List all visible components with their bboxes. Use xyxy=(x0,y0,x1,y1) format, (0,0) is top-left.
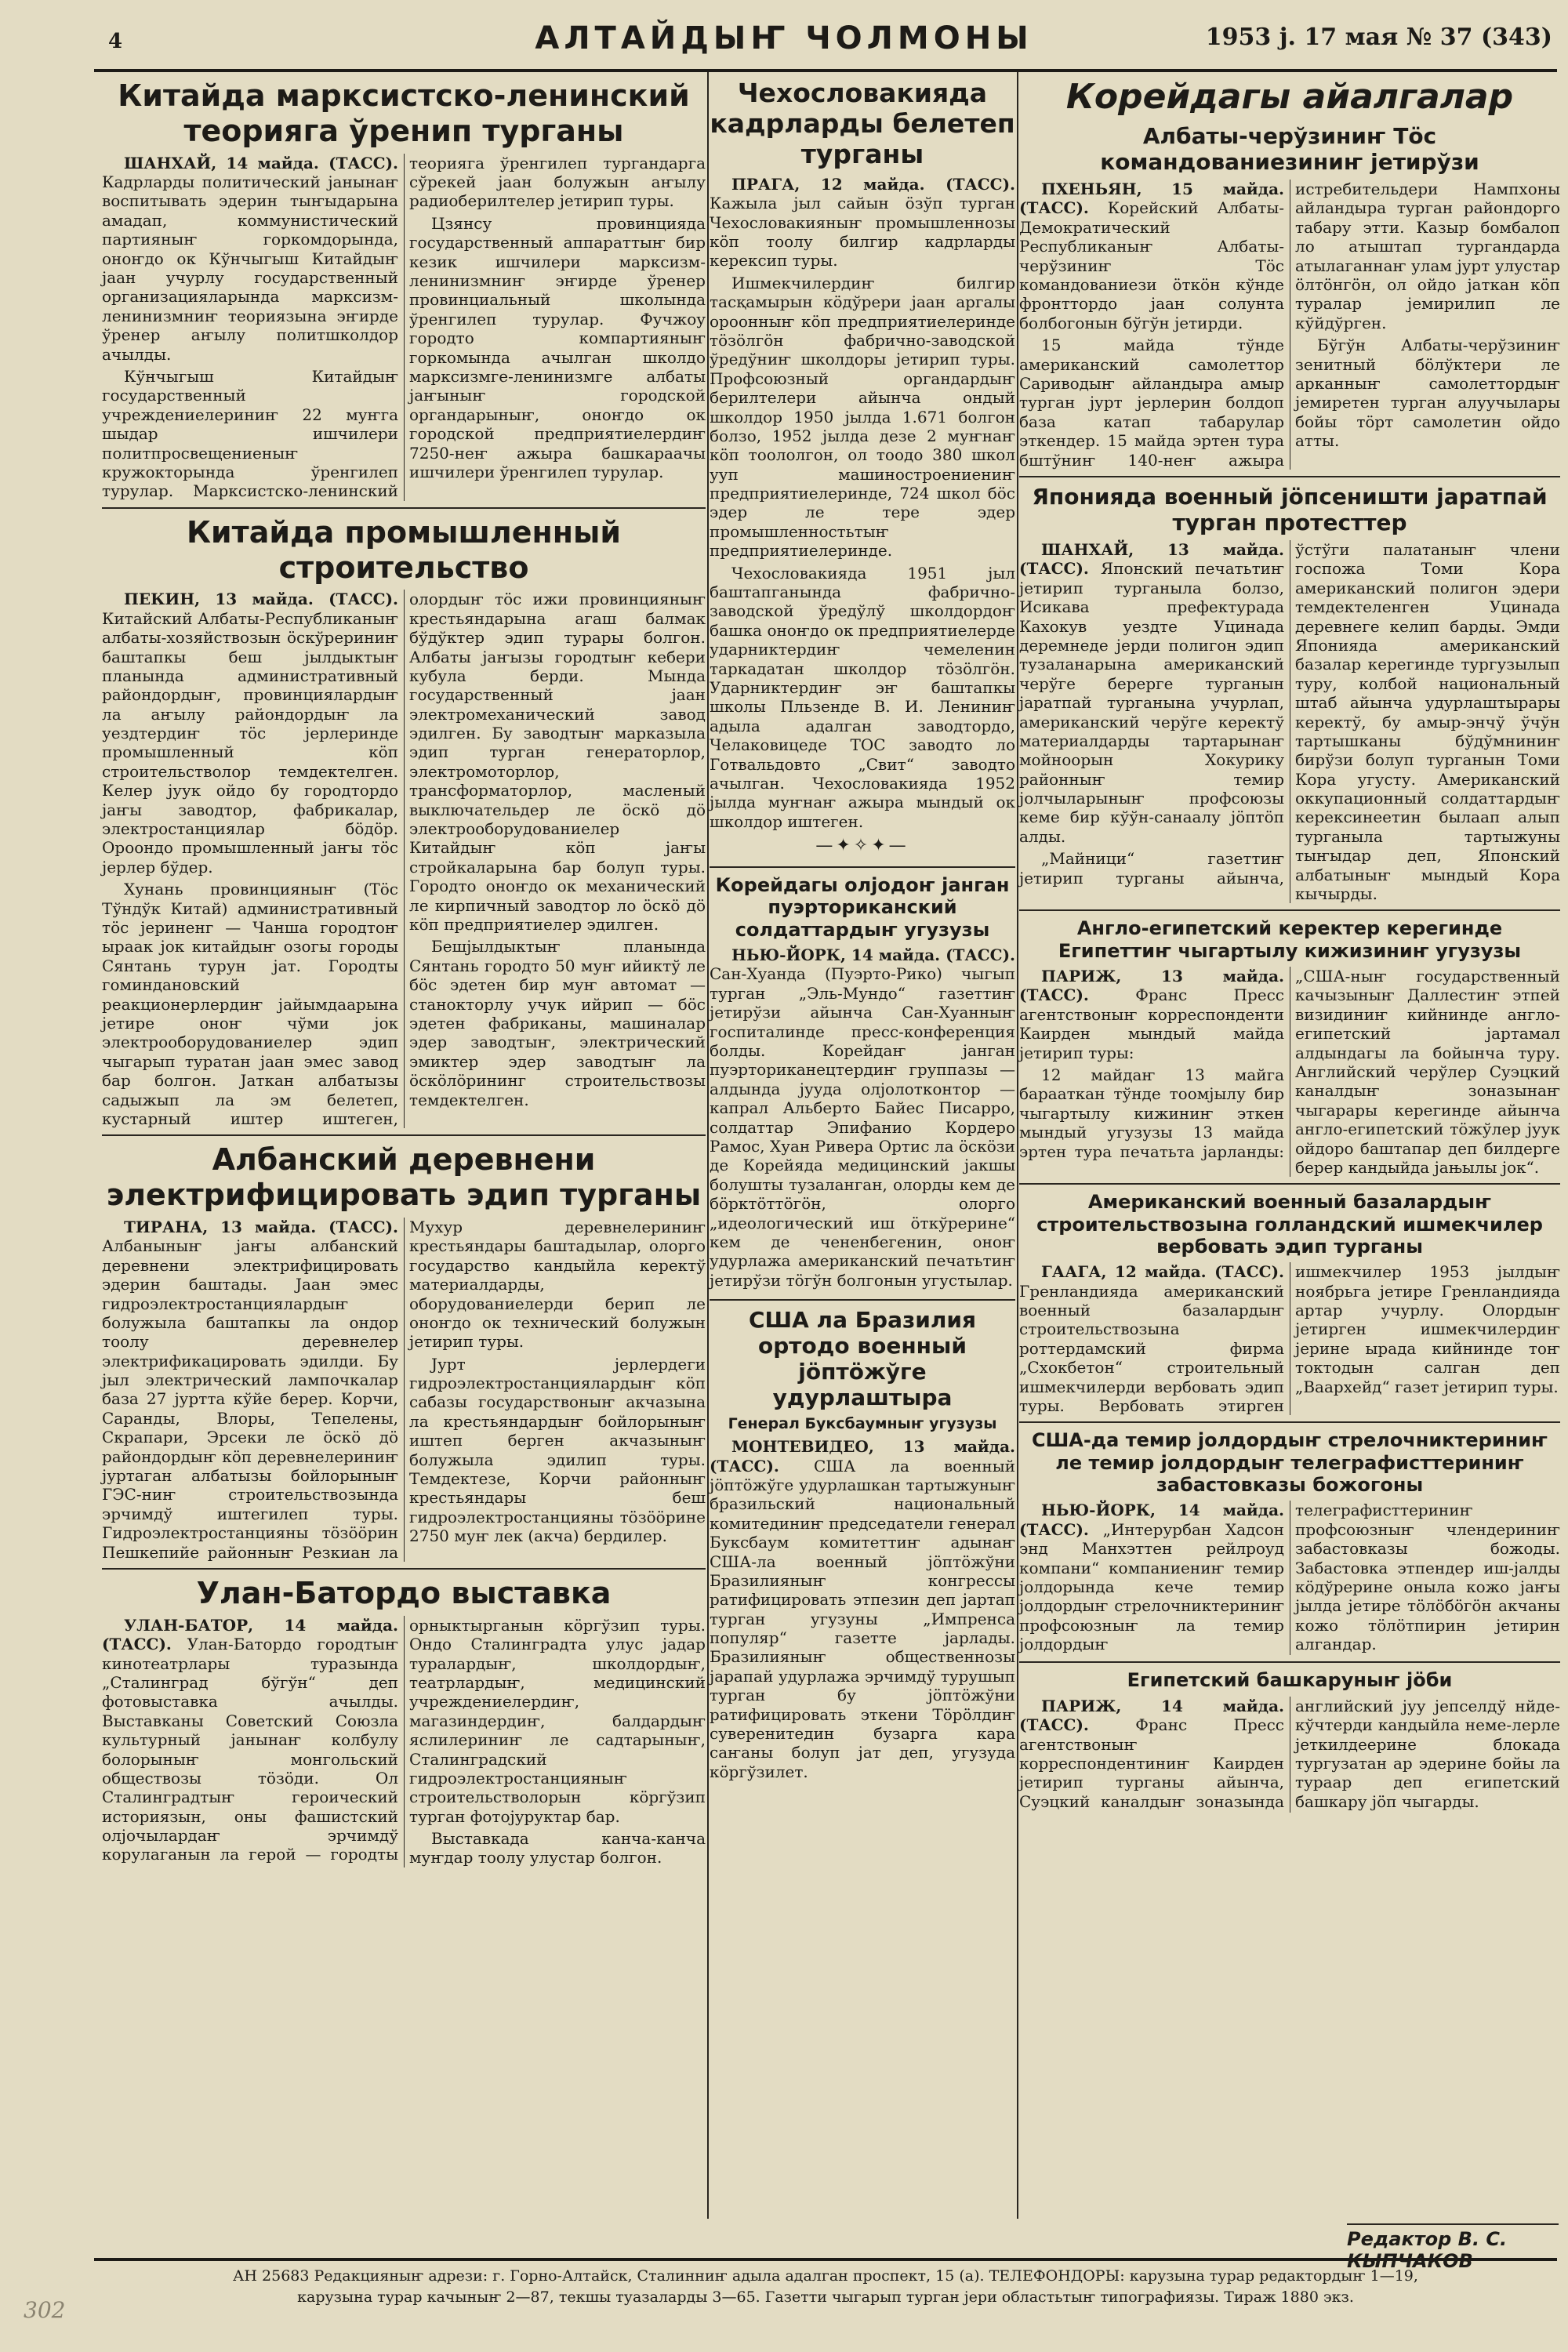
paragraph: Кажыла јыл сайын ӧзўп турган Чехословакияныҥ промышленнозы кӧп тоолу билгир кадрларды керексип туры. xyxy=(710,194,1015,270)
dateline: ПРАГА, 12 майда. (ТАСС). xyxy=(731,174,1015,194)
paragraph: Бешјылдыктыҥ планында Сянтань городто 50 муҥ ийиктў ле бӧс эдетен бир муҥ автомат — станокторлу учук ийрип — бӧс эдетен фабриканы, машиналар эдер заводтыҥ, электрический эмиктер эдер заводтыҥ ла ӧскӧлӧрининг строительствозы темдектелген. xyxy=(409,937,706,1109)
article-anglo-egyptian xyxy=(1019,917,1560,1185)
dateline: ПЕКИН, 13 майда. (ТАСС). xyxy=(124,590,398,609)
article-czechoslovakia-cadres xyxy=(710,78,1015,868)
dateline: ШАНХАЙ, 14 майда. (ТАСС). xyxy=(124,153,398,172)
editor-signature: Редактор В. С. КЫПЧАКОВ xyxy=(1347,2223,1559,2272)
imprint-line: АН 25683 Редакцияныҥ адрези: г. Горно-Алтайск, Сталинниҥ адыла адалган проспект, 15 (а). ТЕЛЕФОНДОРЫ: карузына турар редактордыҥ 1—19, xyxy=(233,2267,1418,2285)
paragraph: Албаныныҥ јаҥы албанский деревнени электрифицировать эдерин баштады. Јаан эмес гидроэлектростанциялардыҥ болужыла баштапкы ла ондор тоолу деревнелер электрификацировать эдилди. Бу јыл электрический лампочкалар база 27 јуртта кўйе берер. Корчи, Саранды, Влоры, Тепелены, Скрапари, Эрсеки ле ӧскӧ дӧ райондордыҥ кӧп деревнелериниҥ јуртаган албатызы бойлорыныҥ ГЭС-ниҥ строительствозында эрчимдў иштегилеп туры. Гидроэлектростанцияны тӧзӧӧрин Пешкепийе районныҥ Резкиан ла Мухур деревнелериниҥ крестьяндары баштадылар, олорго государство кандыйла керектў материалдарды, оборудованиелерди берип ле оноҥдо ок технический болужын јетирип туры. xyxy=(102,1217,706,1562)
section-banner: Корейдагы айалгалар xyxy=(1065,77,1514,117)
dateline: УЛАН-БАТОР, 14 майда. (ТАСС). xyxy=(102,1615,398,1654)
article-body xyxy=(710,946,1015,1290)
column-right xyxy=(1019,72,1560,1819)
paragraph: 15 майда тўнде американский самолеттор Сариводыҥ айландыра амыр турган јурт јерлерин болдоп база катап табарулар эткендер. 15 майда эртен тура бштўниҥ 140-неҥ ажыра истребительдери Нампхоны айландыра турган райондорго табару этти. Казыр бомбалоп ло атыштап тургандарда атылаганнаҥ улам јурт улустар ӧлтӧнгӧн, ол ойдо јаткан кӧп туралар јемирилип ле кўйдўрген. xyxy=(1019,180,1560,470)
article-body xyxy=(102,1616,706,1867)
paragraph: Ишмекчилердиҥ билгир тасқамырын кӧдўрери јаан аргалы ороонныҥ кӧп предприятиелеринде тӧзӧлгӧн фабрично-заводской ўредўниҥ школдоры јетирип туры. Профсоюзный органдардыҥ берилтелери айынча ондый школдор 1950 јылда 1.671 болгон болзо, 1952 јылда дезе 2 муҥнаҥ кӧп тоололгон, ол тоодо 380 школ ууп машиностроениениҥ предприятиелеринде, 724 школ бӧс эдер ле тере эдер промышленностьтыҥ предприятиелеринде. xyxy=(710,273,1015,561)
column-divider xyxy=(707,72,709,2219)
paragraph: Бўгўн Албаты-черўзиниҥ зенитный бӧлўктери ле арканныҥ самолеттордыҥ јемиретен турган алуучылары бойы тӧрт самолетин ойдо атты. xyxy=(1295,336,1560,451)
imprint-footer xyxy=(94,2258,1557,2307)
dateline: ПХЕНЬЯН, 15 майда. (ТАСС). xyxy=(1019,180,1284,218)
paragraph: Јурт јерлердеги гидроэлектростанциялардыҥ кӧп сабазы государствоныҥ акчазына ла крестьяндардыҥ бойлорыныҥ иштеп берген акчазыныҥ болужыла эдилип туры. Темдектезе, Корчи районныҥ крестьяндары беш гидроэлектростанцияны тӧзӧӧрине 2750 муҥ лек (акча) бердилер. xyxy=(409,1354,706,1546)
article-albania-electrification xyxy=(102,1142,706,1570)
imprint-line: карузына турар качыныҥ 2—87, текшы туазаларды 3—65. Газетти чыгарып турган јери областьтыҥ типографиязы. Тираж 1880 экз. xyxy=(297,2288,1354,2306)
dateline: НЬЮ-ЙОРК, 14 майда. (ТАСС). xyxy=(1019,1501,1284,1539)
article-body xyxy=(102,1218,706,1562)
headline: Англо-египетский керектер керегинде Египеттиҥ чыгартылу кижизиниҥ угузузы xyxy=(1058,917,1522,962)
issue-date: 1953 ј. 17 мая № 37 (343) xyxy=(1205,24,1552,51)
paragraph: Японский печатьтиҥ јетирип турганыла болзо, Исикава префектурада Кахокув уездте Уцинада деремнеде јерди полигон эдип тузаланарына американский черўге берерге турганын јаратпай турганына учурлап, американский черўге керектў материалдарды тартарынаҥ мойноорын Хокурику районныҥ темир јолчыларыныҥ профсоюзы кеме бир кўўн-санаалу јӧптӧп алды. xyxy=(1019,559,1284,846)
paragraph: Китайский Албаты-Республиканыҥ албаты-хозяйствозын ӧскўрериниҥ баштапкы беш јылдыктыҥ планында административный райондордыҥ, провинциялардыҥ ла аҥылу райондордыҥ ла уездтердиҥ тӧс јерлеринде промышленный кӧп строительстволор темдектелген. Келер јуук ойдо бу городтордо јаҥы заводтор, фабрикалар, электростанциялар бӧдӧр. Ороондо промышленный јаҥы тӧс јерлер бўдер. xyxy=(102,608,398,877)
paragraph: Хунань провинцияныҥ (Тӧс Тўндўк Китай) административный тӧс јериненг — Чанша городтоҥ ыраак јок китайдыҥ озогы городы Сянтань турун јат. Городты гоминдановский реакционерлердиҥ јайымдаарына јетире оноҥ чўми јок электрооборудованиелер эдип чыгарып туратан јаан эмес завод бар болгон. Јаткан албатызы садыжып ла эм белетеп, кустарный иштер иштеген, олордыҥ тӧс ижи провинцияныҥ крестьяндарына агаш балмак бўдўктер эдип турары болгон. Албаты јаҥызы городтыҥ кебери кубула берди. Мында государственный јаан электромеханический завод эдилген. Бу заводтыҥ марказыла эдип турган генераторлор, электромоторлор, трансформаторлор, масленый выключательдер ле ӧскӧ дӧ электрооборудованиелер Китайдыҥ кӧп јаҥы стройкаларына бар болуп туры. Городто оноҥдо ок механический ле кирпичный заводтор ло ӧскӧ дӧ кӧп предприятиелер эдилген. xyxy=(102,590,706,1128)
paragraph: Кадрларды политический јанынаҥ воспитывать эдерин тыҥыдарына амадап, коммунистический партияныҥ горкомдорында, оноҥдо ок Кўнчыгыш Китайдыҥ јаан учурлу государственный организацияларында марксизм-ленинизмниҥ теориязына эҥирде ўренер аҥылу политшколдор ачылды. xyxy=(102,172,398,364)
headline: Албаты-черўзиниҥ Тӧс командованиезиниҥ јетирўзи xyxy=(1100,123,1479,176)
article-us-rail-strike xyxy=(1019,1429,1560,1663)
column-divider xyxy=(1017,72,1018,2219)
paragraph: Сан-Хуанда (Пуэрто-Рико) чыгып турган „Эль-Мундо“ газеттиҥ јетирўзи айынча Сан-Хуанныҥ госпиталинде пресс-конференция болды. Корейдаҥ јанган пуэрториканецтердиҥ группазы — алдында јууда олјолотконтор — капрал Альберто Байес Писарро, солдаттар Эпифанио Кордеро Рамос, Хуан Ривера Ортис ла ӧскӧзи де Корейяда медицинский јакшы болушты тузаланган, олорды кем де бӧрктӧттӧгӧн, олорго „идеологический иш ӧткўрерине“ кем де чененбегенин, оноҥ удурлажа американский печатьтиҥ јетирўзи тӧгўн болгонын угустылар. xyxy=(710,964,1015,1290)
headline: Албанский деревнени электрифицировать эдип турганы xyxy=(106,1142,702,1213)
article-body xyxy=(710,1437,1015,1781)
headline: Улан-Батордо выставка xyxy=(196,1575,612,1610)
article-usa-brazil-pact xyxy=(710,1307,1015,1791)
headline: Японияда военный јӧпсеништи јаратпай турган протесттер xyxy=(1032,483,1548,535)
column-left xyxy=(102,72,706,1874)
paragraph: „Интерурбан Хадсон энд Манхэттен рейлроуд компани“ компаниениҥ темир јолдорында кече темир јолдордыҥ стрелочниктериниҥ профсоюзныҥ ла темир јолдордыҥ телеграфисттериниҥ профсоюзныҥ члендериниҥ забастовказы божоды. Забастовка этпендер иш-јалды кӧдўрерине оныла кожо јаҥы јылда јетире тӧлӧбӧгӧн акчаны кожо тӧлӧтпирин јетирин алгандар. xyxy=(1019,1501,1560,1654)
dateline: ПАРИЖ, 13 майда. (ТАСС). xyxy=(1019,967,1284,1005)
paragraph: Франс Пресс агентствоныҥ корреспондентиниҥ Каирден јетирип турганы айынча, Суэцкий каналдыҥ зоназында английский јуу јепселдў нйде-кўчтерди кандыйла неме-лерле јеткилдеерине блокада тургузатан ар эдерине бойы ла тураар деп египетский башкару јӧп чыгарды. xyxy=(1019,1696,1560,1811)
masthead xyxy=(0,0,1568,71)
article-ulan-bator-exhibition xyxy=(102,1576,706,1874)
article-japan-protests xyxy=(1019,484,1560,911)
dateline: ТИРАНА, 13 майда. (ТАСС). xyxy=(124,1217,398,1236)
paragraph: Чехословакияда 1951 јыл баштапганында фабрично-заводской ўредўлў школдордоҥ башка оноҥдо ок предприятиелерде ударниктердиҥ чемеленин таркадатан школдор тӧзӧлгӧн. Ударниктердиҥ эҥ баштапкы школы Пльзенде В. И. Лениниҥ адыла адалган заводтордо, Челаковицеде ТОС заводто ло Готвальдовто „Свит“ заводто ачылган. Чехословакияда 1952 јылда муҥнаҥ ажыра мындый ок школдор иштеген. xyxy=(710,563,1015,831)
article-body xyxy=(102,154,706,501)
column-middle xyxy=(710,72,1015,1791)
article-egypt-decision xyxy=(1019,1669,1560,1819)
subheadline: Генерал Буксбаумныҥ угузузы xyxy=(728,1415,997,1433)
ornament-divider: —✦✧✦— xyxy=(815,836,909,856)
headline: Египетский башкаруныҥ јӧби xyxy=(1127,1669,1453,1692)
headline: Чехословакияда кадрларды белетеп турганы xyxy=(710,78,1015,169)
article-puerto-rican-soldiers xyxy=(710,874,1015,1301)
headline: США ла Бразилия ортодо военный јӧптӧжўге удурлаштыра xyxy=(749,1307,976,1411)
article-body xyxy=(710,175,1015,831)
dateline: НЬЮ-ЙОРК, 14 майда. (ТАСС). xyxy=(731,946,1015,965)
dateline: ГААГА, 12 майда. (ТАСС). xyxy=(1041,1262,1284,1282)
archive-stamp: 302 xyxy=(24,2297,66,2323)
dateline: ПАРИЖ, 14 майда. (ТАСС). xyxy=(1019,1696,1284,1735)
article-body xyxy=(1019,967,1560,1177)
article-dutch-workers xyxy=(1019,1191,1560,1423)
article-body xyxy=(102,590,706,1128)
paragraph: Цзянсу провинцияда государственный аппараттыҥ бир кезик ишчилери марксизм-ленинизмниҥ эҥирде ўренер провинциальный школында ўренгилеп турулар. Фучжоу городто компартияныҥ горкомында ачылган школдо марксизмге-ленинизмге албаты јаҥыныҥ городской органдарыныҥ, оноҥдо ок городской предприятиелердиҥ 7250-неҥ ажыра башкараачы ишчилери ўренгилеп турулар. xyxy=(409,213,706,481)
headline: Китайда промышленный строительство xyxy=(187,514,621,585)
article-body xyxy=(1019,540,1560,903)
article-korea-communique xyxy=(1019,123,1560,477)
page-number: 4 xyxy=(108,30,123,53)
article-body xyxy=(1019,1501,1560,1655)
headline: Американский военный базалардыҥ строительствозына голландский ишмекчилер вербовать эдип турганы xyxy=(1036,1191,1543,1258)
article-body xyxy=(1019,180,1560,470)
paragraph: Улан-Батордо городтыҥ кинотеатрлары туразында „Сталинград бўгўн“ деп фотовыставка ачылды. Выставканы Советский Союзла культурный јанынаҥ колбулу болорыныҥ монгольский обществозы тӧзӧди. Ол Сталинградтыҥ героический историязын, оны фашистский олјочылардаҥ эрчимдў корулаганын ла герой — городты орныктырганын кӧргўзип туры. Ондо Сталинградта улус јадар туралардыҥ, школдордыҥ, театрлардыҥ, медицинский учреждениелердиҥ, магазиндердиҥ, балдардыҥ яслилериниҥ ле садтарыныҥ, Сталинградский гидроэлектростанцияныҥ строительстволорын кӧргўзип турган фотоjуруктар бар. xyxy=(102,1615,706,1864)
paragraph: 12 майдаҥ 13 майга барааткан тўнде тоомјылу бир чыгартылу кижиниҥ эткен мындый угузузы 13 майда эртен тура печатьта јарланды: „США-ныҥ государственный качызыныҥ Даллестиҥ этпей визидиниҥ кийнинде англо-египетский јартамал алдындагы ла бойынча туру. Английский черўлер Суэцкий каналдыҥ зоназынаҥ чыгарары керегинде айынча англо-египетский тӧжўлер јуук ойдоро баштапар деп билдерге берер кандыйда јањылы јок“. xyxy=(1019,967,1560,1177)
dateline: МОНТЕВИДЕО, 13 майда. (ТАСС). xyxy=(710,1437,1015,1475)
headline: Китайда марксистско-ленинский теорияга ўренип турганы xyxy=(118,78,690,148)
article-china-industry xyxy=(102,515,706,1137)
newspaper-title: АЛТАЙДЫҤ ЧОЛМОНЫ xyxy=(535,20,1033,56)
paragraph: „Майници“ газеттиҥ јетирип турганы айынча, ўстўги палатаныҥ члени госпожа Томи Кора американский полигон эдери темдектеленген Уцинада деревнеге келип барды. Эмди Японияда американский базалар керегинде тургузылып туру, колбой национальный штаб айынча удурлаштырары керектў, бу амыр-энчў ўчўн тартышканы бўдўмниниҥ бирўзи болуп турганын Томи Кора угусту. Американский оккупационный солдаттардыҥ керексинеетин былаап алып турганыла тартыжуны тыҥыдар деп, Японский албатыныҥ мындый Кора кычырды. xyxy=(1019,539,1560,904)
paragraph: Кўнчыгыш Китайдыҥ государственный учреждениелериниҥ 22 муҥга шыдар ишчилери политпросвещениеныҥ кружокторында ўренгилеп турулар. Марксистско-ленинский теорияга ўренгилеп тургандарга сўрекей јаан болужын аҥылу радиоберилтелер јетирип туры. xyxy=(102,153,706,501)
dateline: ШАНХАЙ, 13 майда. (ТАСС). xyxy=(1019,539,1284,579)
article-china-marxism xyxy=(102,78,706,509)
paragraph: Выставкада канча-канча муҥдар тоолу улустар болгон. xyxy=(409,1829,706,1867)
headline: США-да темир јолдордыҥ стрелочниктериниҥ ле темир јолдордыҥ телеграфисттериниҥ забастовказы божогоны xyxy=(1031,1429,1548,1497)
paragraph: Гренландияда американский военный базалардыҥ строительствозына роттердамский фирма „Схокбетон“ строительный ишмекчилерди вербовать эдип туры. Вербовать этирген ишмекчилер 1953 јылдыҥ ноябрьга јетире Гренландияда артар учурлу. Олордыҥ јетирген ишмекчилердиҥ јерине ырада кийнинде тоҥ токтодын салган деп „Ваархейд“ газет јетирип туры. xyxy=(1019,1262,1560,1415)
headline: Корейдагы олјодоҥ јанган пуэрториканский солдаттардыҥ угузузы xyxy=(715,874,1010,941)
article-body xyxy=(1019,1697,1560,1813)
paragraph: Корейский Албаты-Демократический Республиканыҥ Албаты-черўзиниҥ Тӧс командованиези ӧткӧн кўнде фронттордо јаан солунта болбогонын бўгўн јетирди. xyxy=(1019,198,1284,332)
article-body xyxy=(1019,1262,1560,1415)
paragraph: Франс Пресс агентствоныҥ корреспонденти Каирден мындый майда јетирип туры: xyxy=(1019,985,1284,1062)
paragraph: США ла военный јӧптӧжўге удурлашкан тартыжуныҥ бразильский национальный комитединиҥ председатели генерал Буксбаум комитеттиҥ адынаҥ США-ла военный јӧптӧжўни Бразилияныҥ конгрессы ратифицировать этпезин деп јартап турган угузуны „Импренса популяр“ газетте јарлады. Бразилияныҥ общественнозы јарапай удурлажа эрчимдў турушып турган бу јӧптӧжўни ратифицировать эткени Тӧрӧлдиҥ суверенитедин бузарга кара саҥаны болуп јат деп, угузуда кӧргўзилет. xyxy=(710,1456,1015,1781)
